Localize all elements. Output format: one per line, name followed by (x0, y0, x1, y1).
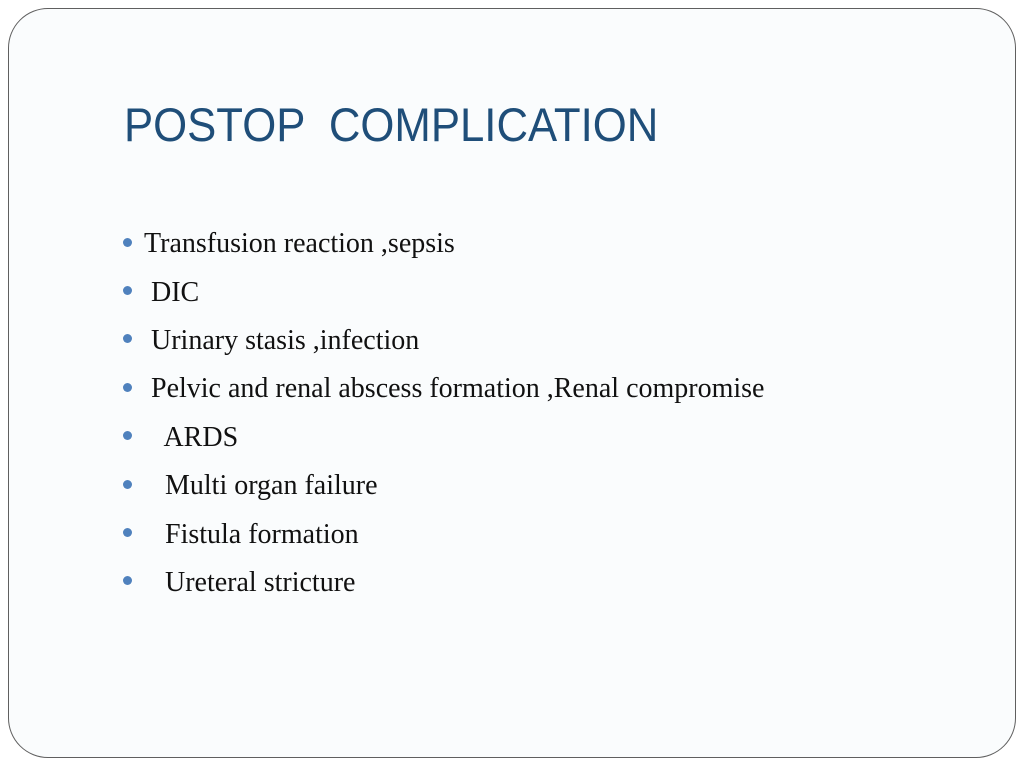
bullet-icon (123, 286, 132, 295)
bullet-text: Pelvic and renal abscess formation ,Renal compromise (144, 373, 765, 405)
slide-title: POSTOP COMPLICATION (124, 98, 659, 151)
bullet-list (123, 220, 764, 607)
list-item (123, 559, 764, 607)
list-item (123, 365, 764, 413)
bullet-icon (123, 528, 132, 537)
bullet-text: Ureteral stricture (144, 566, 356, 598)
bullet-text: Multi organ failure (144, 470, 378, 502)
bullet-icon (123, 576, 132, 585)
list-item (123, 268, 764, 316)
bullet-icon (123, 480, 132, 489)
list-item (123, 317, 764, 365)
bullet-text: DIC (144, 276, 200, 308)
list-item (123, 462, 764, 510)
bullet-text: Transfusion reaction ,sepsis (144, 228, 455, 260)
bullet-icon (123, 334, 132, 343)
bullet-text: ARDS (144, 421, 239, 453)
bullet-text: Urinary stasis ,infection (144, 324, 420, 356)
bullet-icon (123, 431, 132, 440)
bullet-text: Fistula formation (144, 518, 359, 550)
list-item (123, 220, 764, 268)
bullet-icon (123, 383, 132, 392)
list-item (123, 510, 764, 558)
list-item (123, 414, 764, 462)
slide (8, 8, 1016, 758)
bullet-icon (123, 238, 132, 247)
